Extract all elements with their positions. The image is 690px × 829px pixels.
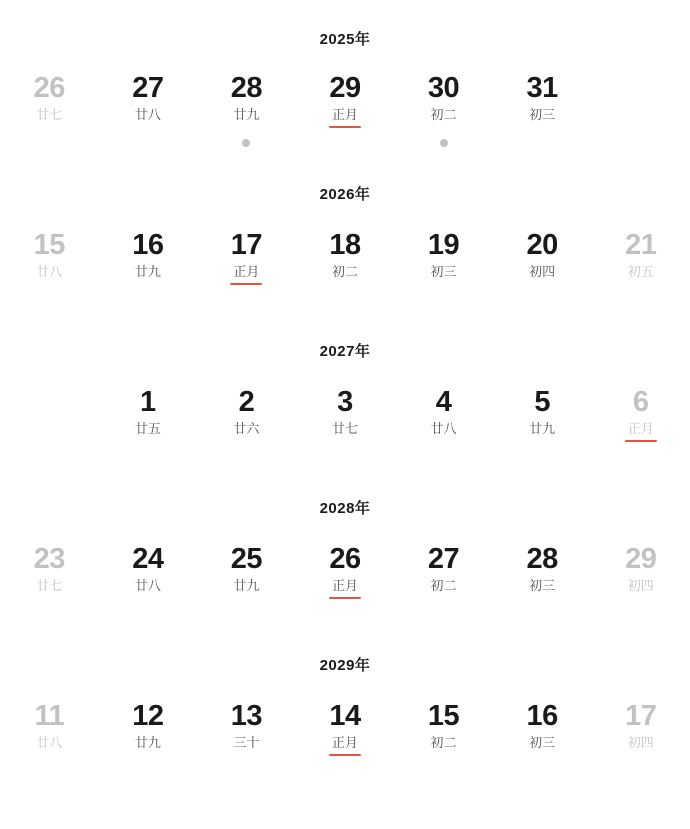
day-cell[interactable] (99, 540, 198, 618)
day-number: 17 (230, 229, 263, 261)
day-number: 29 (625, 543, 657, 575)
day-cell[interactable] (591, 226, 690, 304)
day-lunar-label: 廿八 (430, 421, 457, 436)
day-cell[interactable] (99, 697, 198, 775)
day-cell[interactable] (99, 383, 198, 461)
day-number: 5 (534, 386, 550, 418)
year-title: 2028年 (319, 500, 371, 517)
day-cell[interactable] (0, 540, 99, 618)
day-lunar-label: 初二 (430, 735, 457, 750)
day-number: 31 (526, 72, 558, 104)
day-number: 12 (132, 700, 164, 732)
day-cell[interactable] (394, 226, 493, 304)
day-number: 18 (329, 229, 361, 261)
day-number: 15 (427, 700, 460, 732)
day-number: 2 (238, 386, 255, 418)
day-cell[interactable] (0, 226, 99, 304)
day-number: 21 (625, 229, 657, 261)
day-cell[interactable] (197, 383, 296, 461)
day-cell[interactable] (0, 697, 99, 775)
day-cell[interactable] (197, 540, 296, 618)
day-number: 29 (329, 72, 361, 104)
day-lunar-label: 正月 (233, 264, 260, 279)
calendar-scroll-view[interactable] (0, 28, 690, 775)
day-lunar-label: 廿九 (134, 264, 161, 279)
day-cell[interactable] (296, 383, 395, 461)
day-lunar-label: 三十 (233, 735, 260, 750)
day-lunar-label: 初五 (627, 264, 654, 279)
day-number: 25 (230, 543, 263, 575)
day-number: 26 (33, 72, 65, 104)
festival-underline (329, 126, 361, 128)
day-lunar-label: 正月 (627, 421, 654, 436)
day-cell[interactable] (591, 540, 690, 618)
day-cell[interactable] (493, 540, 592, 618)
day-number: 19 (427, 229, 460, 261)
day-lunar-label: 正月 (331, 578, 358, 593)
day-lunar-label: 初四 (627, 735, 654, 750)
day-number: 14 (329, 700, 361, 732)
day-cell[interactable] (394, 383, 493, 461)
festival-underline (329, 754, 361, 756)
day-cell[interactable] (0, 69, 99, 147)
day-lunar-label: 廿七 (331, 421, 358, 436)
day-lunar-label: 正月 (331, 735, 358, 750)
day-lunar-label: 初三 (529, 107, 556, 122)
day-number: 20 (526, 229, 558, 261)
day-lunar-label: 廿八 (36, 264, 63, 279)
day-lunar-label: 初三 (529, 735, 556, 750)
day-cell[interactable] (493, 226, 592, 304)
day-number: 27 (132, 72, 164, 104)
day-cell[interactable] (394, 697, 493, 775)
day-number: 28 (526, 543, 558, 575)
day-lunar-label: 廿九 (134, 735, 161, 750)
day-number: 6 (632, 386, 649, 418)
day-lunar-label: 廿七 (36, 107, 63, 122)
day-lunar-label: 廿九 (233, 107, 260, 122)
day-cell[interactable] (296, 226, 395, 304)
day-lunar-label: 廿七 (36, 578, 63, 593)
day-number: 30 (427, 72, 460, 104)
festival-underline (329, 597, 361, 599)
day-lunar-label: 廿九 (233, 578, 260, 593)
year-section (0, 183, 690, 304)
day-cell[interactable] (197, 69, 296, 147)
day-number: 15 (33, 229, 65, 261)
event-dot-icon (440, 139, 448, 147)
day-cell[interactable] (493, 697, 592, 775)
day-lunar-label: 初四 (529, 264, 556, 279)
year-section (0, 340, 690, 461)
day-number: 26 (329, 543, 361, 575)
festival-underline (230, 283, 262, 285)
day-cell[interactable] (197, 697, 296, 775)
week-row (0, 540, 690, 618)
week-row (0, 697, 690, 775)
day-cell[interactable] (296, 697, 395, 775)
day-cell[interactable] (99, 226, 198, 304)
day-lunar-label: 廿八 (134, 107, 161, 122)
day-lunar-label: 廿八 (134, 578, 161, 593)
year-section (0, 28, 690, 147)
day-number: 1 (140, 386, 156, 418)
festival-underline (625, 440, 657, 442)
day-cell[interactable] (197, 226, 296, 304)
day-cell[interactable] (493, 383, 592, 461)
day-lunar-label: 初三 (430, 264, 457, 279)
event-dot-icon (242, 139, 250, 147)
day-lunar-label: 初二 (430, 107, 457, 122)
day-lunar-label: 廿九 (529, 421, 556, 436)
day-number: 4 (435, 386, 452, 418)
day-lunar-label: 廿六 (233, 421, 260, 436)
day-lunar-label: 廿八 (36, 735, 63, 750)
year-title: 2025年 (319, 31, 371, 48)
day-number: 13 (230, 700, 263, 732)
day-cell[interactable] (493, 69, 592, 147)
year-section (0, 654, 690, 775)
year-title: 2026年 (319, 186, 371, 203)
day-lunar-label: 正月 (331, 107, 358, 122)
day-number: 28 (230, 72, 263, 104)
day-number: 17 (625, 700, 657, 732)
day-cell[interactable] (591, 383, 690, 461)
day-cell[interactable] (394, 540, 493, 618)
day-cell (591, 69, 690, 147)
day-number: 24 (132, 543, 164, 575)
week-row (0, 383, 690, 461)
day-number: 16 (132, 229, 164, 261)
week-row (0, 69, 690, 147)
day-cell[interactable] (296, 540, 395, 618)
day-number: 16 (526, 700, 558, 732)
day-lunar-label: 初四 (627, 578, 654, 593)
year-title: 2029年 (319, 657, 371, 674)
day-cell[interactable] (99, 69, 198, 147)
year-section (0, 497, 690, 618)
day-lunar-label: 廿五 (134, 421, 161, 436)
day-lunar-label: 初三 (529, 578, 556, 593)
day-number: 3 (337, 386, 353, 418)
day-lunar-label: 初二 (331, 264, 358, 279)
day-cell[interactable] (394, 69, 493, 147)
year-title: 2027年 (319, 343, 371, 360)
day-number: 11 (34, 700, 65, 732)
day-cell (0, 383, 99, 461)
day-number: 23 (33, 543, 65, 575)
day-lunar-label: 初二 (430, 578, 457, 593)
day-cell[interactable] (296, 69, 395, 147)
week-row (0, 226, 690, 304)
day-number: 27 (427, 543, 460, 575)
day-cell[interactable] (591, 697, 690, 775)
